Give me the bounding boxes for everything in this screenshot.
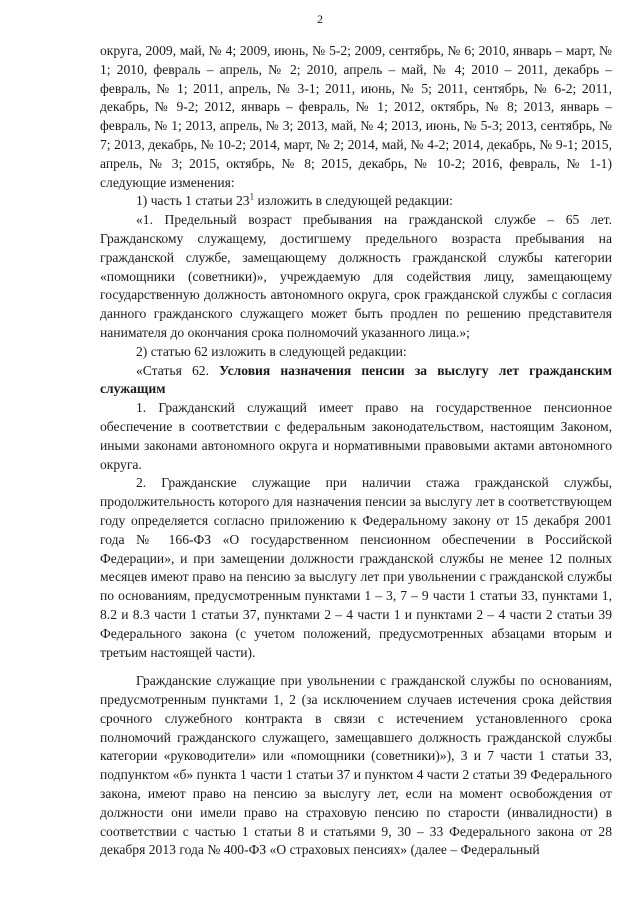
amendment-item-1-text: 1) часть 1 статьи 23 xyxy=(136,193,250,209)
article-prefix: «Статья 62. xyxy=(136,362,220,378)
amendment-item-2: 2) статью 62 изложить в следующей редакции: xyxy=(136,343,407,359)
article-title: Условия назначения пенсии за выслугу лет гражданским служащим xyxy=(100,362,612,397)
quoted-part-1: «1. Предельный возраст пребывания на гражданской службе – 65 лет. Гражданскому служащему, достигшему предельного возраста пребывания на гражданской службе, замещающему должность гражданской службы категории «помощники (советники)», учреждаемую для содействия лицу, замещающему государственную должность автономного округа, срок гражданской службы с согласия данного гражданского служащего может быть продлен по решению представителя нанимателя до окончания срока полномочий указанного лица.»; xyxy=(100,212,612,340)
article-superscript: 1 xyxy=(249,191,255,202)
article-point-1: 1. Гражданский служащий имеет право на государственное пенсионное обеспечение в соответствии с федеральным законодательством, настоящим Законом, иными законами автономного округа и нормативными правовыми актами автономного округа. xyxy=(100,400,612,472)
article-point-2-paragraph-2: Гражданские служащие при увольнении с гражданской службы по основаниям, предусмотренным пунктами 1, 2 (за исключением случаев истечения срока действия срочного служебного контракта в связи с истечением установленного срока полномочий гражданского служащего, замещавшего должность гражданской службы категории «руководители» или «помощники (советники)»), 3 и 7 части 1 статьи 33, подпунктом «б» пункта 1 части 1 статьи 37 и пунктом 4 части 2 статьи 39 Федерального закона, имеют право на пенсию за выслугу лет, если на момент освобождения от должности они имели право на страховую пенсию по старости (инвалидности) в соответствии с частью 1 статьи 8 и статьями 9, 30 – 33 Федерального закона от 28 декабря 2013 года № 400-ФЗ «О страховых пенсиях» (далее – Федеральный xyxy=(100,673,612,858)
amendment-item-1 xyxy=(100,192,612,211)
document-body xyxy=(100,42,612,860)
page-number: 2 xyxy=(317,12,323,26)
paragraph-continuation: округа, 2009, май, № 4; 2009, июнь, № 5-2; 2009, сентябрь, № 6; 2010, январь – март, № 1; 2010, февраль – апрель, № 2; 2010, апрель – май, № 4; 2010 – 2011, декабрь – февраль, № 1; 2011, апрель, № 3-1; 2011, июнь, № 5; 2011, сентябрь, № 6-2; 2011, декабрь, № 9-2; 2012, январь – февраль, № 1; 2012, октябрь, № 8; 2013, январь – февраль, № 1; 2013, апрель, № 3; 2013, май, № 4; 2013, июнь, № 5-3; 2013, сентябрь, № 7; 2013, декабрь, № 10-2; 2014, март, № 2; 2014, май, № 4-2; 2014, декабрь, № 9-1; 2015, апрель, № 3; 2015, октябрь, № 8; 2015, декабрь, № 10-2; 2016, февраль, № 1-1) следующие изменения: xyxy=(100,43,612,190)
article-heading xyxy=(100,362,612,400)
amendment-item-1-tail: изложить в следующей редакции: xyxy=(254,193,453,209)
article-point-2: 2. Гражданские служащие при наличии стажа гражданской службы, продолжительность которого для назначения пенсии за выслугу лет в соответствующем году определяется согласно приложению к Федеральному закону от 15 декабря 2001 года № 166-ФЗ «О государственном пенсионном обеспечении в Российской Федерации», и при замещении должности гражданской службы не менее 12 полных месяцев имеют право на пенсию за выслугу лет при увольнении с гражданской службы по основаниям, предусмотренным пунктами 1 – 3, 7 – 9 части 1 статьи 33, пунктами 1, 8.2 и 8.3 части 1 статьи 37, пунктами 2 – 4 части 1 и пунктами 2 – 4 части 2 статьи 39 Федерального закона (с учетом положений, предусмотренных абзацами вторым и третьим настоящей части). xyxy=(100,475,612,660)
